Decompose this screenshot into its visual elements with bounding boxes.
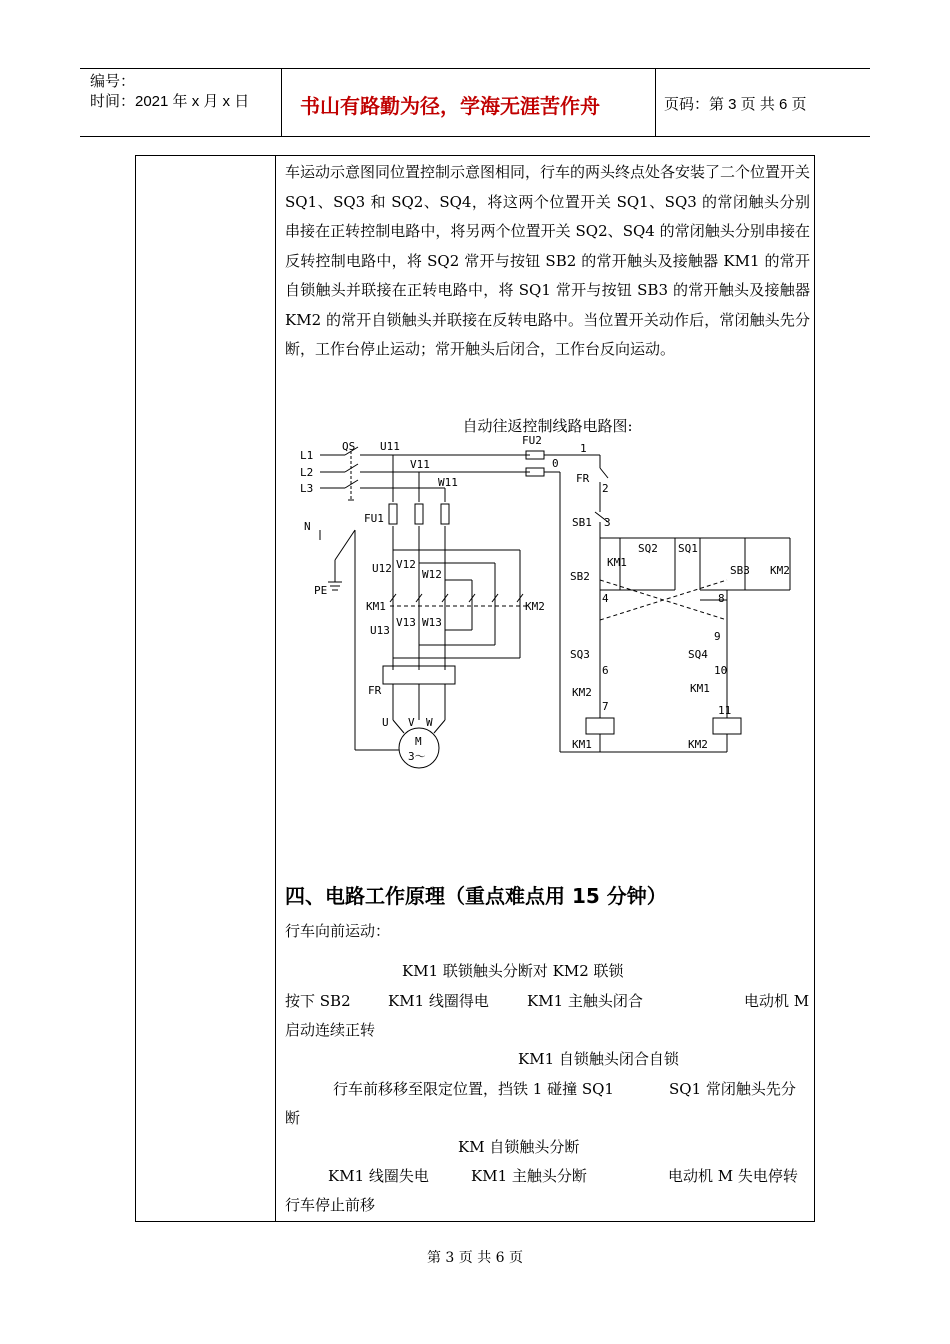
flow-coil-on: KM1 线圈得电 xyxy=(388,992,489,1010)
svg-text:M: M xyxy=(415,735,422,748)
svg-text:KM1: KM1 xyxy=(690,682,710,695)
svg-text:3～: 3～ xyxy=(408,750,426,763)
svg-text:10: 10 xyxy=(714,664,728,677)
svg-text:0: 0 xyxy=(552,457,559,470)
header-divider-2 xyxy=(655,68,656,136)
table-left-border xyxy=(135,155,136,1222)
flow-self-lock-open: KM 自锁触头分断 xyxy=(458,1138,580,1156)
svg-text:FU2: FU2 xyxy=(522,434,542,447)
svg-text:8: 8 xyxy=(718,592,725,605)
svg-text:W11: W11 xyxy=(438,476,458,489)
svg-text:SB2: SB2 xyxy=(570,570,590,583)
table-top-border xyxy=(135,155,815,156)
page-footer: 第 3 页 共 6 页 xyxy=(426,1250,524,1266)
svg-text:SB1: SB1 xyxy=(572,516,592,529)
circuit-diagram xyxy=(290,430,810,770)
header-bottom-rule xyxy=(80,136,870,137)
flow-coil-off: KM1 线圈失电 xyxy=(328,1167,429,1185)
diagram-caption: 自动往返控制线路电路图: xyxy=(462,417,633,435)
svg-text:7: 7 xyxy=(602,700,609,713)
svg-text:KM1: KM1 xyxy=(607,556,627,569)
svg-text:3: 3 xyxy=(604,516,611,529)
section-title: 四、电路工作原理（重点难点用 15 分钟） xyxy=(285,884,667,908)
svg-text:KM2: KM2 xyxy=(525,600,545,613)
svg-text:L2: L2 xyxy=(300,466,314,479)
flow-main-close: KM1 主触头闭合 xyxy=(527,992,643,1010)
header-motto: 书山有路勤为径，学海无涯苦作舟 xyxy=(300,94,600,118)
flow-move-to-limit: 行车前移移至限定位置，挡铁 1 碰撞 SQ1 xyxy=(333,1080,614,1098)
svg-text:KM1: KM1 xyxy=(366,600,386,613)
svg-text:W13: W13 xyxy=(422,616,442,629)
svg-text:KM2: KM2 xyxy=(770,564,790,577)
flow-press: 按下 SB2 xyxy=(285,992,351,1010)
table-column-divider xyxy=(275,155,276,1222)
svg-text:L3: L3 xyxy=(300,482,314,495)
svg-text:U: U xyxy=(382,716,389,729)
flow-motor: 电动机 M xyxy=(744,992,810,1010)
flow-sq1-open: SQ1 常闭触头先分 xyxy=(669,1080,796,1098)
diagram-labels xyxy=(300,434,790,763)
svg-text:KM2: KM2 xyxy=(572,686,592,699)
svg-text:V12: V12 xyxy=(396,558,416,571)
table-bottom-border xyxy=(135,1221,815,1222)
header-page-info: 页码：第 3 页 共 6 页 xyxy=(664,96,807,113)
flow-main-open: KM1 主触头分断 xyxy=(471,1167,587,1185)
header-divider-1 xyxy=(281,68,282,136)
svg-text:1: 1 xyxy=(580,442,587,455)
table-right-border xyxy=(814,155,815,1222)
svg-text:SQ1: SQ1 xyxy=(678,542,698,555)
forward-label: 行车向前运动： xyxy=(285,922,391,940)
flow-self-lock: KM1 自锁触头闭合自锁 xyxy=(518,1050,679,1068)
svg-text:KM1: KM1 xyxy=(572,738,592,751)
svg-text:9: 9 xyxy=(714,630,721,643)
supply-lines xyxy=(320,447,530,502)
header-number: 编号： xyxy=(90,73,136,90)
svg-text:U13: U13 xyxy=(370,624,390,637)
header-meta xyxy=(90,72,249,112)
svg-text:6: 6 xyxy=(602,664,609,677)
svg-text:V: V xyxy=(408,716,415,729)
fr-heaters xyxy=(383,666,455,720)
svg-text:U11: U11 xyxy=(380,440,400,453)
flow-motor-stop: 电动机 M 失电停转 xyxy=(668,1167,798,1185)
flow-stop-forward: 行车停止前移 xyxy=(285,1196,376,1214)
svg-text:QS: QS xyxy=(342,440,356,453)
svg-text:FR: FR xyxy=(576,472,590,485)
svg-text:2: 2 xyxy=(602,482,609,495)
control-circuit xyxy=(526,451,790,752)
intro-paragraph: 车运动示意图同位置控制示意图相同，行车的两头终点处各安装了二个位置开关 SQ1、SQ3 和 SQ2、SQ4，将这两个位置开关 SQ1、SQ3 的常闭触头分别串接在正转控制电路中，将另两个位置开关 SQ2、SQ4 的常闭触头分别串接在反转控制电路中，将 SQ2 常开与按钮 SB2 的常开触头及接触器 KM1 的常开自锁触头并联接在正转电路中，将 SQ1 常开与按钮 SB3 的常开触头及接触器 KM2 的常开自锁触头并联接在反转电路中。当位置开关动作后，常闭触头先分断，工作台停止运动；常开触头后闭合，工作台反向运动。 xyxy=(285,163,811,358)
svg-text:PE: PE xyxy=(314,584,328,597)
flow-motor-run: 启动连续正转 xyxy=(285,1021,376,1039)
svg-text:W12: W12 xyxy=(422,568,442,581)
svg-text:V13: V13 xyxy=(396,616,416,629)
flow-sq1-open-cont: 断 xyxy=(285,1109,301,1127)
header-top-rule xyxy=(80,68,870,69)
svg-text:SB3: SB3 xyxy=(730,564,750,577)
svg-text:4: 4 xyxy=(602,592,609,605)
svg-text:V11: V11 xyxy=(410,458,430,471)
svg-text:KM2: KM2 xyxy=(688,738,708,751)
svg-text:W: W xyxy=(426,716,433,729)
header-date: 时间：2021 年 x 月 x 日 xyxy=(90,93,250,110)
svg-text:FR: FR xyxy=(368,684,382,697)
svg-text:FU1: FU1 xyxy=(364,512,384,525)
svg-text:N: N xyxy=(304,520,311,533)
svg-text:U12: U12 xyxy=(372,562,392,575)
svg-text:SQ4: SQ4 xyxy=(688,648,708,661)
flow-interlock: KM1 联锁触头分断对 KM2 联锁 xyxy=(402,962,624,980)
svg-text:SQ3: SQ3 xyxy=(570,648,590,661)
svg-text:11: 11 xyxy=(718,704,732,717)
svg-text:SQ2: SQ2 xyxy=(638,542,658,555)
svg-text:L1: L1 xyxy=(300,449,314,462)
